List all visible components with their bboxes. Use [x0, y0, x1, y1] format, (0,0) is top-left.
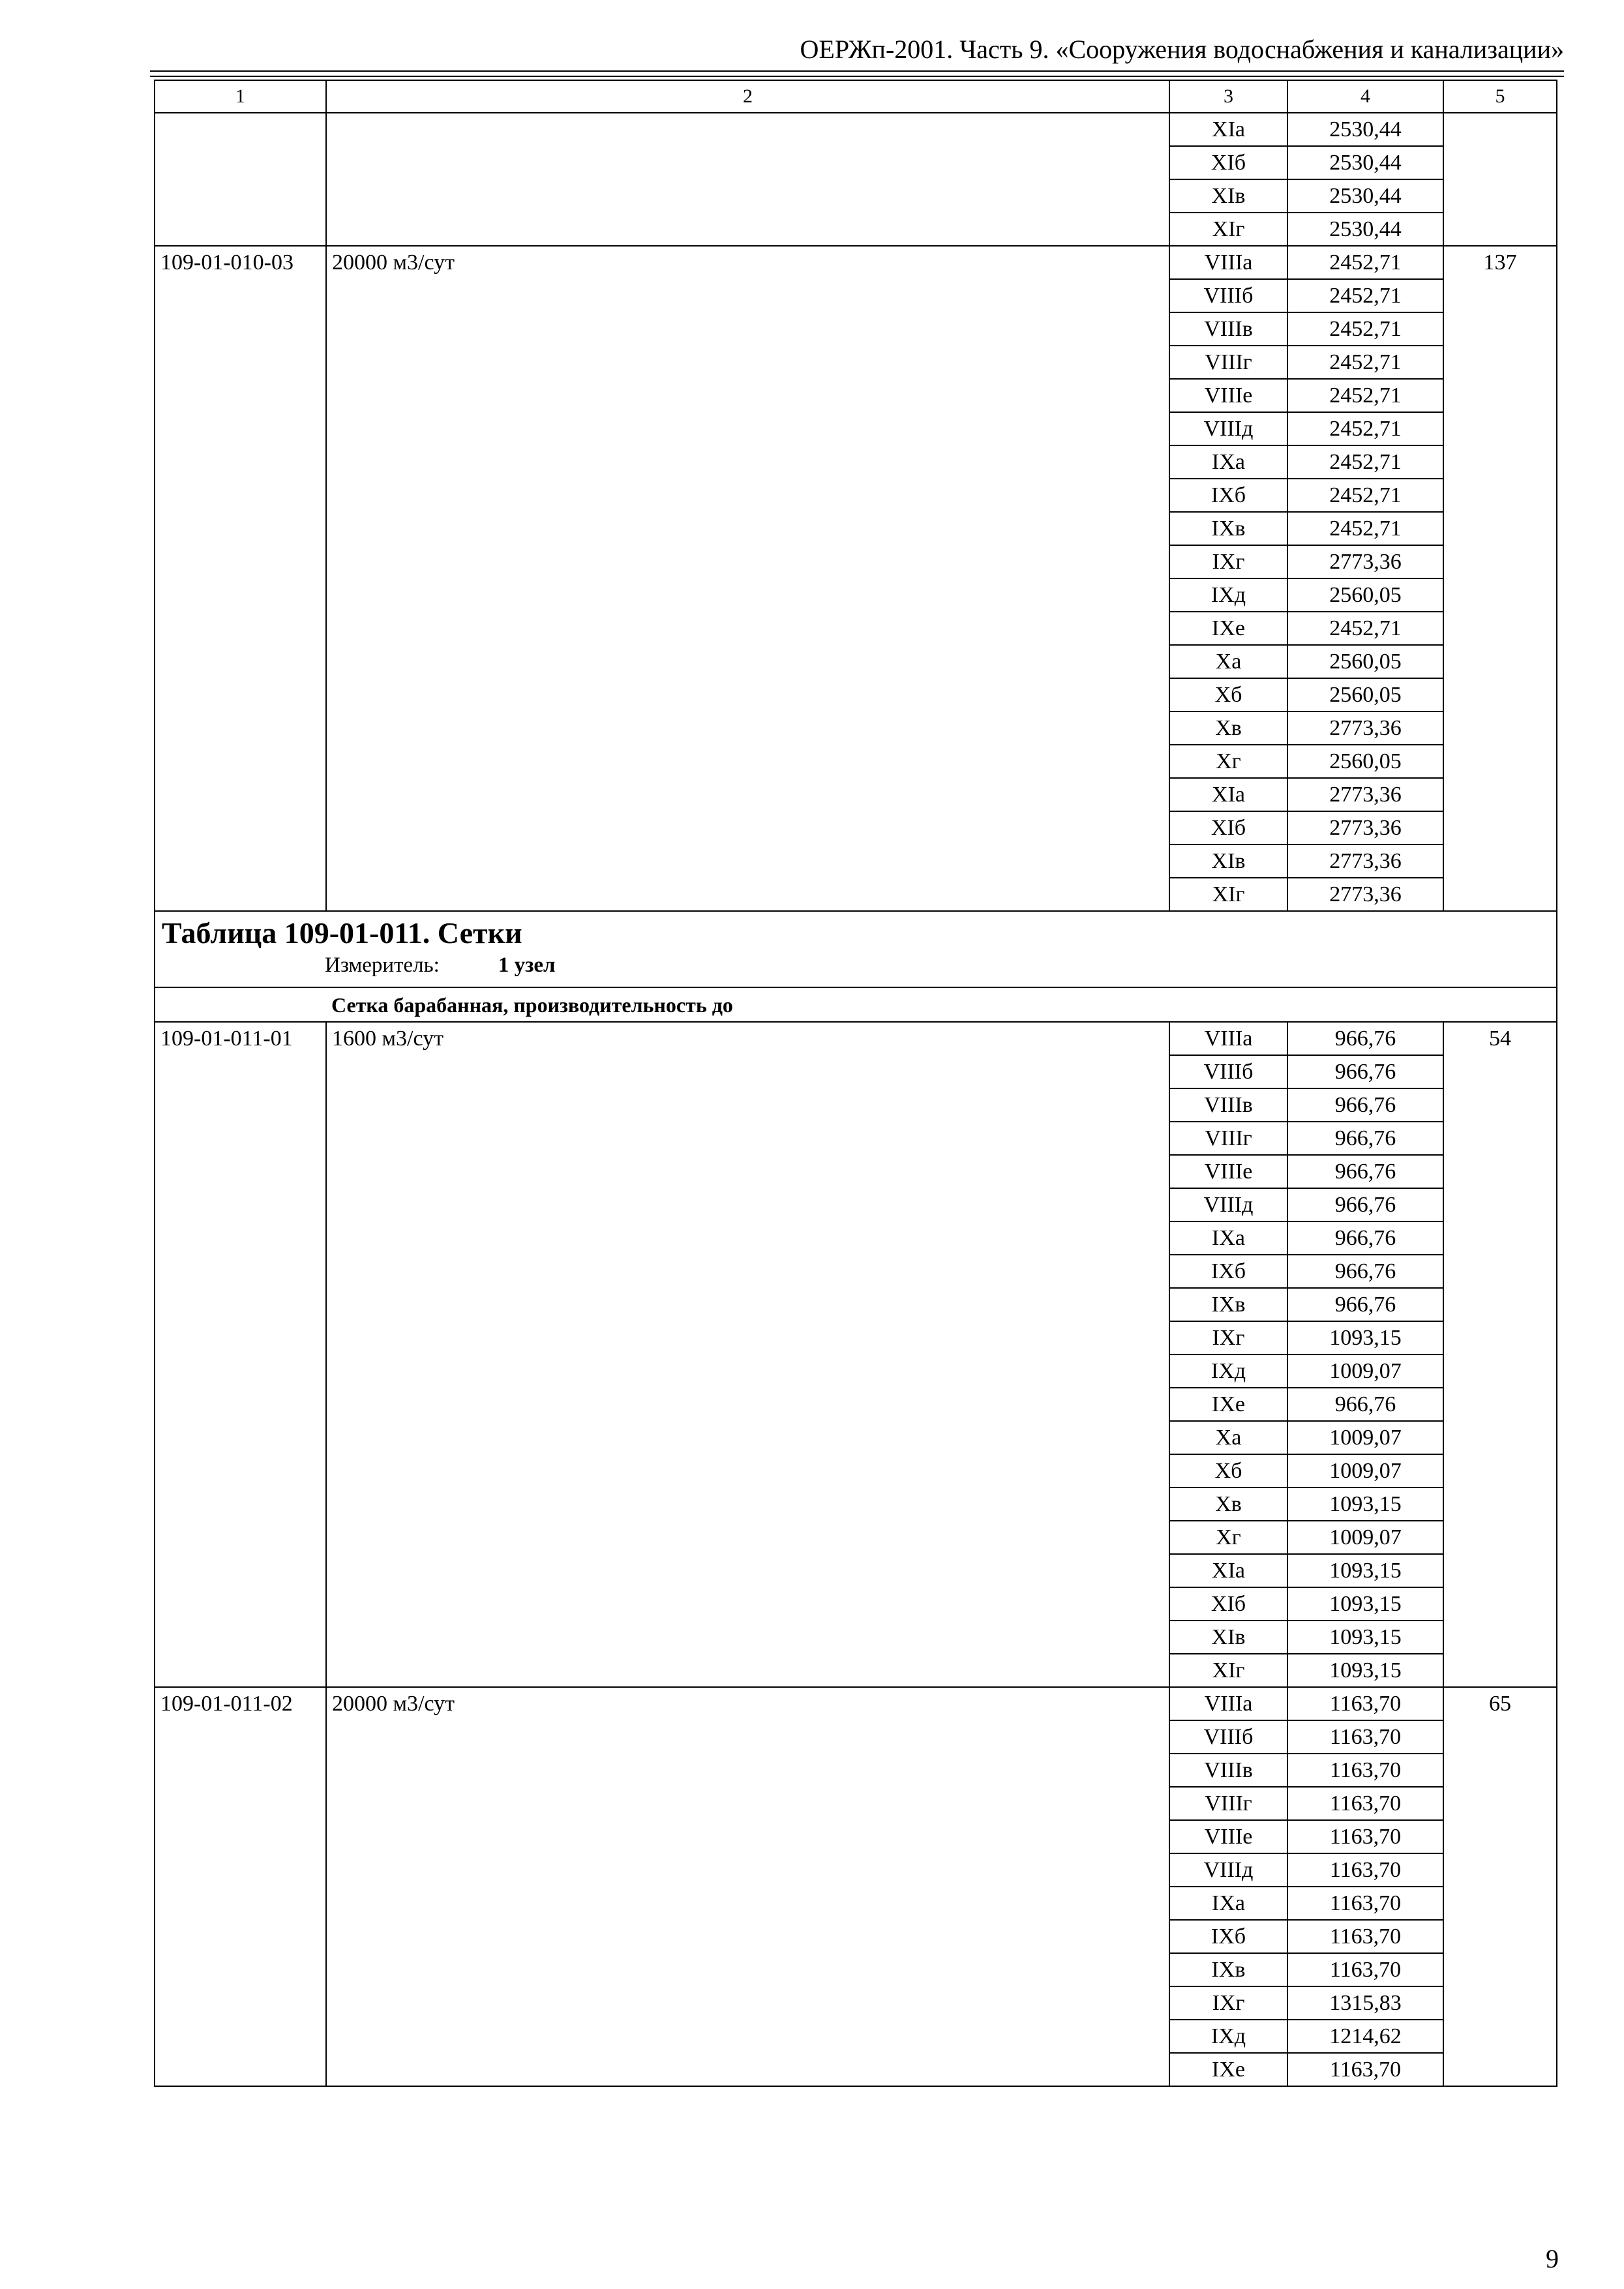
zone-cell: XIб: [1169, 146, 1287, 179]
zone-cell: VIIIa: [1169, 246, 1287, 279]
zone-cell: VIIIб: [1169, 279, 1287, 312]
price-cell: 2530,44: [1287, 146, 1443, 179]
price-cell: 966,76: [1287, 1288, 1443, 1321]
zone-cell: Xб: [1169, 1454, 1287, 1488]
zone-cell: XIг: [1169, 1654, 1287, 1687]
price-cell: 1214,62: [1287, 2020, 1443, 2053]
zone-cell: Xa: [1169, 645, 1287, 678]
zone-cell: XIб: [1169, 811, 1287, 845]
price-cell: 2452,71: [1287, 612, 1443, 645]
price-cell: 2773,36: [1287, 545, 1443, 578]
column-number-row: [155, 80, 1557, 113]
price-cell: 966,76: [1287, 1055, 1443, 1088]
zone-cell: VIIIе: [1169, 1820, 1287, 1853]
price-cell: 966,76: [1287, 1188, 1443, 1221]
price-table: [154, 80, 1557, 2087]
zone-cell: VIIIв: [1169, 312, 1287, 346]
price-cell: 966,76: [1287, 1088, 1443, 1122]
price-cell: 966,76: [1287, 1388, 1443, 1421]
zone-cell: IXг: [1169, 1321, 1287, 1354]
category-cell: 65: [1443, 1687, 1557, 2086]
zone-cell: IXa: [1169, 1887, 1287, 1920]
zone-cell: XIв: [1169, 845, 1287, 878]
zone-cell: IXa: [1169, 445, 1287, 479]
item-description: [326, 113, 1169, 246]
zone-cell: XIa: [1169, 778, 1287, 811]
zone-cell: Xб: [1169, 678, 1287, 711]
zone-cell: VIIIд: [1169, 1853, 1287, 1887]
price-cell: 1315,83: [1287, 1986, 1443, 2020]
price-cell: 2452,71: [1287, 312, 1443, 346]
price-cell: 1163,70: [1287, 1920, 1443, 1953]
price-cell: 2560,05: [1287, 578, 1443, 612]
price-cell: 1009,07: [1287, 1454, 1443, 1488]
price-cell: 2452,71: [1287, 379, 1443, 412]
table-row: [155, 1022, 1557, 1055]
price-cell: 1009,07: [1287, 1421, 1443, 1454]
price-cell: 1163,70: [1287, 1820, 1443, 1853]
price-cell: 966,76: [1287, 1155, 1443, 1188]
zone-cell: XIa: [1169, 113, 1287, 146]
zone-cell: IXе: [1169, 1388, 1287, 1421]
zone-cell: IXa: [1169, 1221, 1287, 1255]
price-cell: 2773,36: [1287, 878, 1443, 911]
zone-cell: IXг: [1169, 545, 1287, 578]
item-code: 109-01-011-01: [155, 1022, 326, 1687]
table-row: [155, 246, 1557, 279]
column-number: 5: [1443, 80, 1557, 113]
zone-cell: VIIIa: [1169, 1687, 1287, 1720]
zone-cell: IXг: [1169, 1986, 1287, 2020]
price-cell: 1163,70: [1287, 1720, 1443, 1754]
price-cell: 1093,15: [1287, 1321, 1443, 1354]
price-cell: 966,76: [1287, 1022, 1443, 1055]
zone-cell: VIIIг: [1169, 346, 1287, 379]
zone-cell: XIв: [1169, 1621, 1287, 1654]
category-cell: [1443, 113, 1557, 246]
price-cell: 1009,07: [1287, 1354, 1443, 1388]
subheader-row: [155, 987, 1557, 1022]
zone-cell: VIIIб: [1169, 1055, 1287, 1088]
price-cell: 2773,36: [1287, 811, 1443, 845]
column-number: 3: [1169, 80, 1287, 113]
zone-cell: VIIIв: [1169, 1754, 1287, 1787]
price-cell: 2773,36: [1287, 778, 1443, 811]
price-cell: 2560,05: [1287, 745, 1443, 778]
price-cell: 1163,70: [1287, 1853, 1443, 1887]
page-number: 9: [1546, 2244, 1559, 2273]
price-cell: 1163,70: [1287, 1953, 1443, 1986]
item-code: [155, 113, 326, 246]
header-rule: [150, 76, 1564, 77]
price-cell: 1093,15: [1287, 1488, 1443, 1521]
column-number: 1: [155, 80, 326, 113]
zone-cell: Xг: [1169, 745, 1287, 778]
price-cell: 2773,36: [1287, 711, 1443, 745]
zone-cell: VIIIб: [1169, 1720, 1287, 1754]
document-header-title: ОЕРЖп-2001. Часть 9. «Сооружения водоснабжения и канализации»: [800, 35, 1564, 64]
measure-line: [162, 955, 1550, 976]
zone-cell: XIг: [1169, 878, 1287, 911]
table-row: [155, 1687, 1557, 1720]
price-cell: 1093,15: [1287, 1554, 1443, 1587]
zone-cell: Xг: [1169, 1521, 1287, 1554]
table-title: Таблица 109-01-011. Сетки: [162, 916, 522, 950]
zone-cell: IXд: [1169, 2020, 1287, 2053]
zone-cell: VIIIa: [1169, 1022, 1287, 1055]
table-title-row: [155, 911, 1557, 987]
price-cell: 1163,70: [1287, 1687, 1443, 1720]
zone-cell: Xв: [1169, 1488, 1287, 1521]
price-cell: 1163,70: [1287, 1887, 1443, 1920]
price-cell: 1163,70: [1287, 1754, 1443, 1787]
price-cell: 966,76: [1287, 1122, 1443, 1155]
price-cell: 2452,71: [1287, 246, 1443, 279]
table-row: [155, 113, 1557, 146]
zone-cell: IXд: [1169, 1354, 1287, 1388]
zone-cell: XIв: [1169, 179, 1287, 213]
zone-cell: IXв: [1169, 1288, 1287, 1321]
zone-cell: VIIIв: [1169, 1088, 1287, 1122]
price-table-body: [155, 80, 1557, 2086]
zone-cell: VIIIд: [1169, 412, 1287, 445]
price-cell: 2452,71: [1287, 479, 1443, 512]
header-rule: [150, 70, 1564, 72]
price-cell: 2452,71: [1287, 445, 1443, 479]
price-cell: 2530,44: [1287, 179, 1443, 213]
zone-cell: VIIIе: [1169, 379, 1287, 412]
column-number: 4: [1287, 80, 1443, 113]
price-cell: 1093,15: [1287, 1621, 1443, 1654]
price-cell: 1093,15: [1287, 1654, 1443, 1687]
price-cell: 2773,36: [1287, 845, 1443, 878]
price-cell: 966,76: [1287, 1255, 1443, 1288]
price-cell: 1163,70: [1287, 1787, 1443, 1820]
price-cell: 1009,07: [1287, 1521, 1443, 1554]
item-description: 1600 м3/сут: [326, 1022, 1169, 1687]
price-cell: 2452,71: [1287, 346, 1443, 379]
zone-cell: IXе: [1169, 612, 1287, 645]
category-cell: 137: [1443, 246, 1557, 911]
item-code: 109-01-011-02: [155, 1687, 326, 2086]
zone-cell: Xв: [1169, 711, 1287, 745]
price-cell: 1093,15: [1287, 1587, 1443, 1621]
price-cell: 2560,05: [1287, 645, 1443, 678]
item-description: 20000 м3/сут: [326, 246, 1169, 911]
zone-cell: VIIIг: [1169, 1787, 1287, 1820]
zone-cell: VIIIг: [1169, 1122, 1287, 1155]
zone-cell: IXб: [1169, 1255, 1287, 1288]
zone-cell: VIIIе: [1169, 1155, 1287, 1188]
zone-cell: IXе: [1169, 2053, 1287, 2086]
zone-cell: XIб: [1169, 1587, 1287, 1621]
measure-value: 1 узел: [498, 953, 556, 977]
zone-cell: IXб: [1169, 1920, 1287, 1953]
category-cell: 54: [1443, 1022, 1557, 1687]
zone-cell: VIIIд: [1169, 1188, 1287, 1221]
zone-cell: XIг: [1169, 213, 1287, 246]
price-cell: 2452,71: [1287, 512, 1443, 545]
zone-cell: IXв: [1169, 1953, 1287, 1986]
column-number: 2: [326, 80, 1169, 113]
section-subheader: Сетка барабанная, производительность до: [155, 987, 1557, 1022]
price-cell: 1163,70: [1287, 2053, 1443, 2086]
item-code: 109-01-010-03: [155, 246, 326, 911]
zone-cell: Xa: [1169, 1421, 1287, 1454]
price-cell: 2452,71: [1287, 412, 1443, 445]
price-cell: 2530,44: [1287, 213, 1443, 246]
price-cell: 966,76: [1287, 1221, 1443, 1255]
price-cell: 2452,71: [1287, 279, 1443, 312]
table-title-cell: [155, 911, 1557, 987]
zone-cell: IXв: [1169, 512, 1287, 545]
measure-label: Измеритель:: [325, 953, 440, 977]
zone-cell: IXд: [1169, 578, 1287, 612]
zone-cell: XIa: [1169, 1554, 1287, 1587]
price-cell: 2530,44: [1287, 113, 1443, 146]
zone-cell: IXб: [1169, 479, 1287, 512]
item-description: 20000 м3/сут: [326, 1687, 1169, 2086]
price-cell: 2560,05: [1287, 678, 1443, 711]
